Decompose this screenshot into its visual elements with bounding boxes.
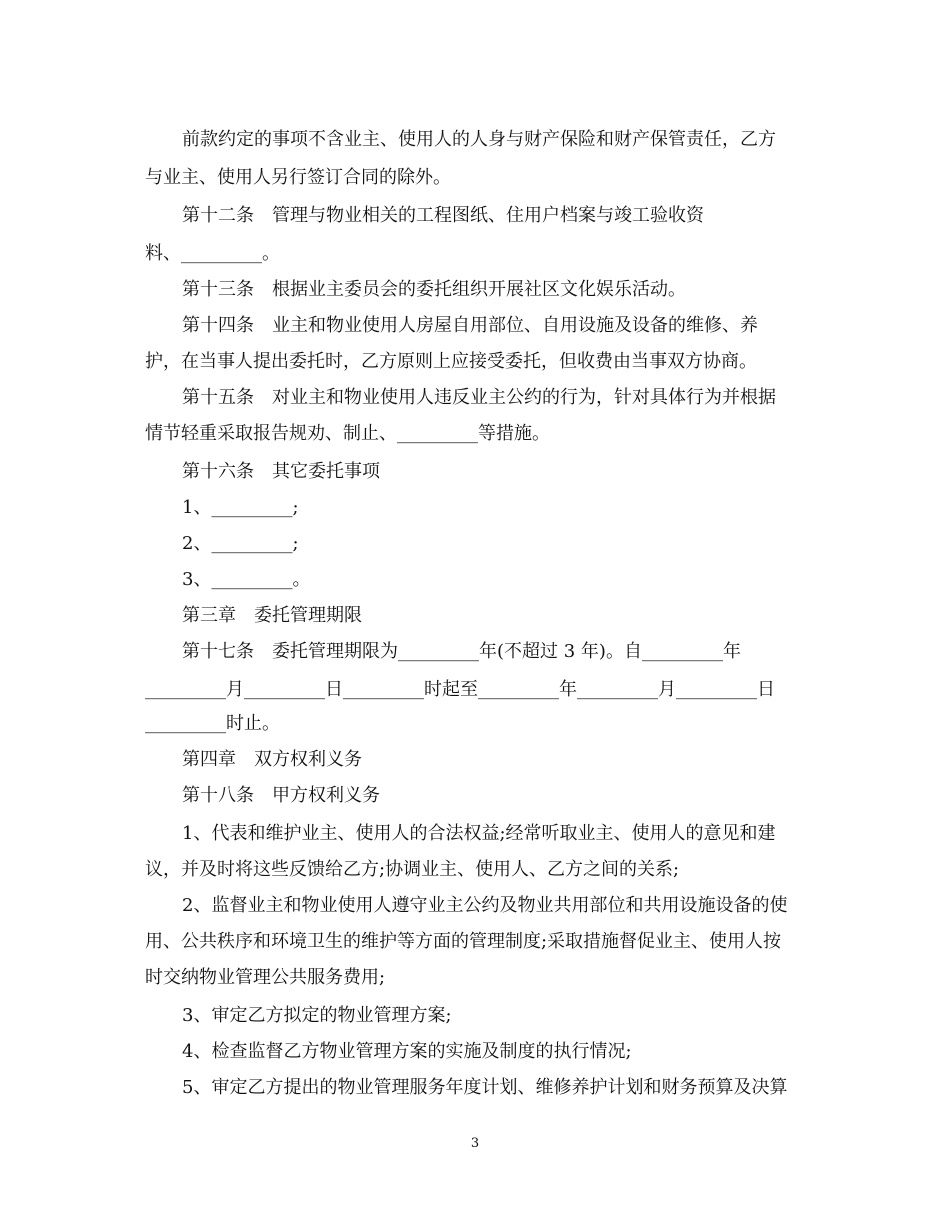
text-line: _________时止。 <box>145 713 280 734</box>
text-line: 情节轻重采取报告规劝、制止、_________等措施。 <box>145 423 550 444</box>
text-line: 第十四条 业主和物业使用人房屋自用部位、自用设施及设备的维修、养 <box>182 315 758 336</box>
text-line: 护，在当事人提出委托时，乙方原则上应接受委托，但收费由当事双方协商。 <box>145 351 757 372</box>
text-line: 3、_________。 <box>182 569 311 590</box>
text-line: 3、审定乙方拟定的物业管理方案; <box>182 1005 452 1026</box>
text-line: 与业主、使用人另行签订合同的除外。 <box>145 167 451 188</box>
text-line: 2、_________; <box>182 533 299 554</box>
text-line: 第十八条 甲方权利义务 <box>182 785 380 806</box>
text-line: 1、代表和维护业主、使用人的合法权益;经常听取业主、使用人的意见和建 <box>182 823 776 844</box>
text-line: 5、审定乙方提出的物业管理服务年度计划、维修养护计划和财务预算及决算 <box>182 1077 788 1098</box>
text-line: _________月_________日_________时起至_________年_________月_________日 <box>145 679 775 700</box>
text-line: 1、_________; <box>182 497 299 518</box>
text-line: 第十六条 其它委托事项 <box>182 461 380 482</box>
text-line: 第十五条 对业主和物业使用人违反业主公约的行为，针对具体行为并根据 <box>182 387 776 408</box>
text-line: 料、_________。 <box>145 243 280 264</box>
text-line: 第十七条 委托管理期限为_________年(不超过 3 年)。自_________年 <box>182 641 741 662</box>
page-number: 3 <box>470 1136 480 1151</box>
text-line: 议，并及时将这些反馈给乙方;协调业主、使用人、乙方之间的关系; <box>145 859 680 880</box>
text-line: 第十三条 根据业主委员会的委托组织开展社区文化娱乐活动。 <box>182 279 686 300</box>
text-line: 4、检查监督乙方物业管理方案的实施及制度的执行情况; <box>182 1041 632 1062</box>
text-line: 第三章 委托管理期限 <box>182 605 362 626</box>
text-line: 第四章 双方权利义务 <box>182 749 362 770</box>
text-line: 前款约定的事项不含业主、使用人的人身与财产保险和财产保管责任，乙方 <box>182 129 776 150</box>
text-line: 时交纳物业管理公共服务费用; <box>145 967 386 988</box>
text-line: 第十二条 管理与物业相关的工程图纸、住用户档案与竣工验收资 <box>182 205 704 226</box>
text-line: 2、监督业主和物业使用人遵守业主公约及物业共用部位和共用设施设备的使 <box>182 895 788 916</box>
text-line: 用、公共秩序和环境卫生的维护等方面的管理制度;采取措施督促业主、使用人按 <box>145 931 782 952</box>
